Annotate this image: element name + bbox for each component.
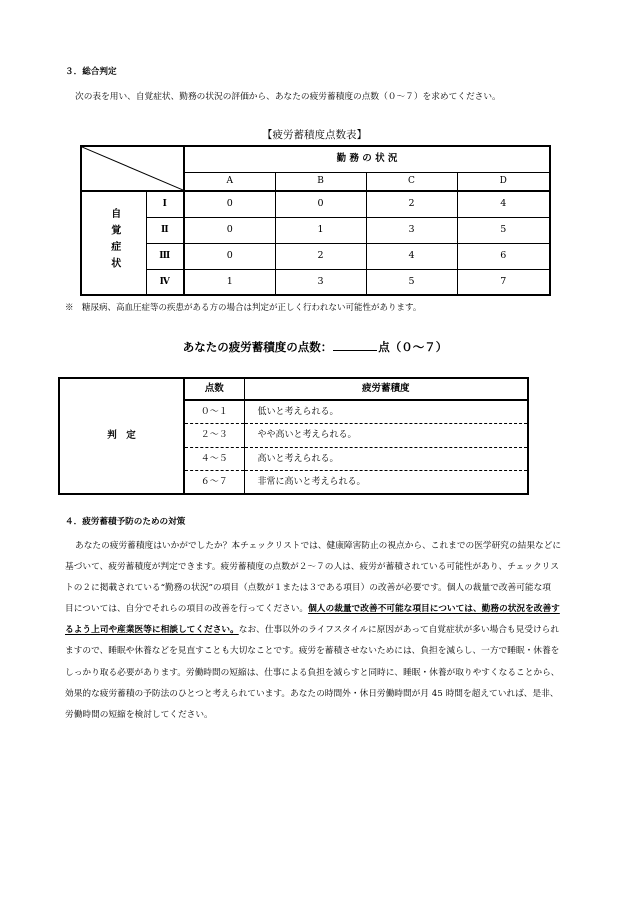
paragraph-line	[65, 709, 561, 730]
score-cell-2-b: 1	[275, 217, 366, 243]
judgment-level-text: やや高いと考えられる。	[244, 424, 528, 448]
score-cell-1-b: 0	[275, 191, 366, 217]
emphasized-advice-text: るよう上司や産業医等に相談してください。	[65, 625, 239, 636]
paragraph-text: 効果的な疲労蓄積の予防法のひとつと考えられています。あなたの時間外・休日労働時間が月 45 時間を超えていれば、是非、	[65, 688, 559, 699]
score-prompt: あなたの疲労蓄積度の点数：	[182, 340, 333, 354]
column-header-a: A	[184, 172, 275, 191]
score-cell-3-b: 2	[275, 243, 366, 269]
judgment-score-range: ２～３	[184, 424, 244, 448]
fatigue-level-column-header: 疲労蓄積度	[244, 378, 528, 400]
subjective-symptoms-label: 自覚症状	[108, 208, 120, 274]
score-table-title: 【疲労蓄積度点数表】	[262, 129, 367, 141]
section-4-heading: ４．疲労蓄積予防のための対策	[65, 517, 186, 527]
judgment-score-range: ４～５	[184, 447, 244, 471]
score-cell-3-c: 4	[366, 243, 457, 269]
score-row-1	[81, 191, 550, 217]
score-cell-4-a: 1	[184, 269, 275, 295]
judgment-level-text: 非常に高いと考えられる。	[244, 471, 528, 495]
score-cell-3-a: 0	[184, 243, 275, 269]
emphasized-advice-text: 個人の裁量で改善不可能な項目については、勤務の状況を改善す	[308, 604, 560, 615]
diagonal-line	[82, 147, 183, 190]
row-label-1: Ⅰ	[146, 191, 184, 217]
row-label-3: Ⅲ	[146, 243, 184, 269]
score-column-header: 点数	[184, 378, 244, 400]
diagonal-corner-cell	[81, 146, 184, 191]
judgment-score-range: ６～７	[184, 471, 244, 495]
score-cell-2-d: 5	[457, 217, 550, 243]
score-cell-3-d: 6	[457, 243, 550, 269]
paragraph-text: しっかり取る必要があります。労働時間の短縮は、仕事による負担を減らすと同時に、睡眠・休養が取りやすくなることから、	[65, 667, 560, 678]
score-answer-blank	[333, 340, 377, 351]
your-score-line	[0, 339, 630, 355]
score-range-suffix: 点（０～７）	[378, 340, 448, 354]
section-3-heading: ３．総合判定	[65, 67, 117, 77]
paragraph-line	[65, 561, 561, 582]
judgment-header-row	[59, 378, 528, 400]
prevention-paragraph	[65, 540, 561, 730]
score-cell-4-c: 5	[366, 269, 457, 295]
paragraph-text: トの２に掲載されている“勤務の状況”の項目（点数が１または３である項目）の改善が必要です。個人の裁量で改善可能な項	[65, 583, 551, 594]
fatigue-score-table	[80, 145, 551, 296]
paragraph-line	[65, 624, 561, 645]
score-row-2	[81, 217, 550, 243]
paragraph-line	[65, 540, 561, 561]
paragraph-text: ますので、睡眠や休養などを見直すことも大切なことです。疲労を蓄積させないためには、負担を減らし、一方で睡眠・休養を	[65, 646, 560, 657]
paragraph-text: 労働時間の短縮を検討してください。	[65, 709, 213, 720]
judgment-level-text: 低いと考えられる。	[244, 400, 528, 424]
score-table-header-row-1	[81, 146, 550, 172]
score-cell-4-d: 7	[457, 269, 550, 295]
row-label-2: Ⅱ	[146, 217, 184, 243]
paragraph-line	[65, 688, 561, 709]
disease-note: ※ 糖尿病、高血圧症等の疾患がある方の場合は判定が正しく行われない可能性があります。	[65, 303, 422, 313]
score-row-4	[81, 269, 550, 295]
score-cell-1-c: 2	[366, 191, 457, 217]
column-header-d: D	[457, 172, 550, 191]
paragraph-line	[65, 645, 561, 666]
judgment-label: 判 定	[59, 378, 184, 494]
paragraph-text: あなたの疲労蓄積度はいかがでしたか？本チェックリストでは、健康障害防止の視点から、これまでの医学研究の結果などに	[75, 541, 562, 551]
paragraph-line	[65, 582, 561, 603]
work-status-header: 勤 務 の 状 況	[184, 146, 550, 172]
score-cell-1-d: 4	[457, 191, 550, 217]
judgment-score-range: ０～１	[184, 400, 244, 424]
score-cell-2-c: 3	[366, 217, 457, 243]
paragraph-text: 基づいて、疲労蓄積度が判定できます。疲労蓄積度の点数が２～７の人は、疲労が蓄積されている可能性があり、チェックリス	[65, 562, 559, 573]
paragraph-line	[65, 603, 561, 624]
column-header-b: B	[275, 172, 366, 191]
subjective-symptoms-cell	[81, 191, 146, 295]
paragraph-line	[65, 667, 561, 688]
paragraph-text: 目については、自分でそれらの項目の改善を行ってください。	[65, 604, 309, 615]
score-cell-2-a: 0	[184, 217, 275, 243]
fatigue-judgment-table	[58, 377, 529, 495]
score-cell-1-a: 0	[184, 191, 275, 217]
column-header-c: C	[366, 172, 457, 191]
paragraph-text: なお、仕事以外のライフスタイルに原因があって自覚症状が多い場合も見受けられ	[238, 625, 560, 636]
judgment-level-text: 高いと考えられる。	[244, 447, 528, 471]
score-cell-4-b: 3	[275, 269, 366, 295]
row-label-4: Ⅳ	[146, 269, 184, 295]
section-3-instruction: 次の表を用い、自覚症状、勤務の状況の評価から、あなたの疲労蓄積度の点数（０～７）を求めてください。	[75, 92, 501, 102]
score-row-3	[81, 243, 550, 269]
